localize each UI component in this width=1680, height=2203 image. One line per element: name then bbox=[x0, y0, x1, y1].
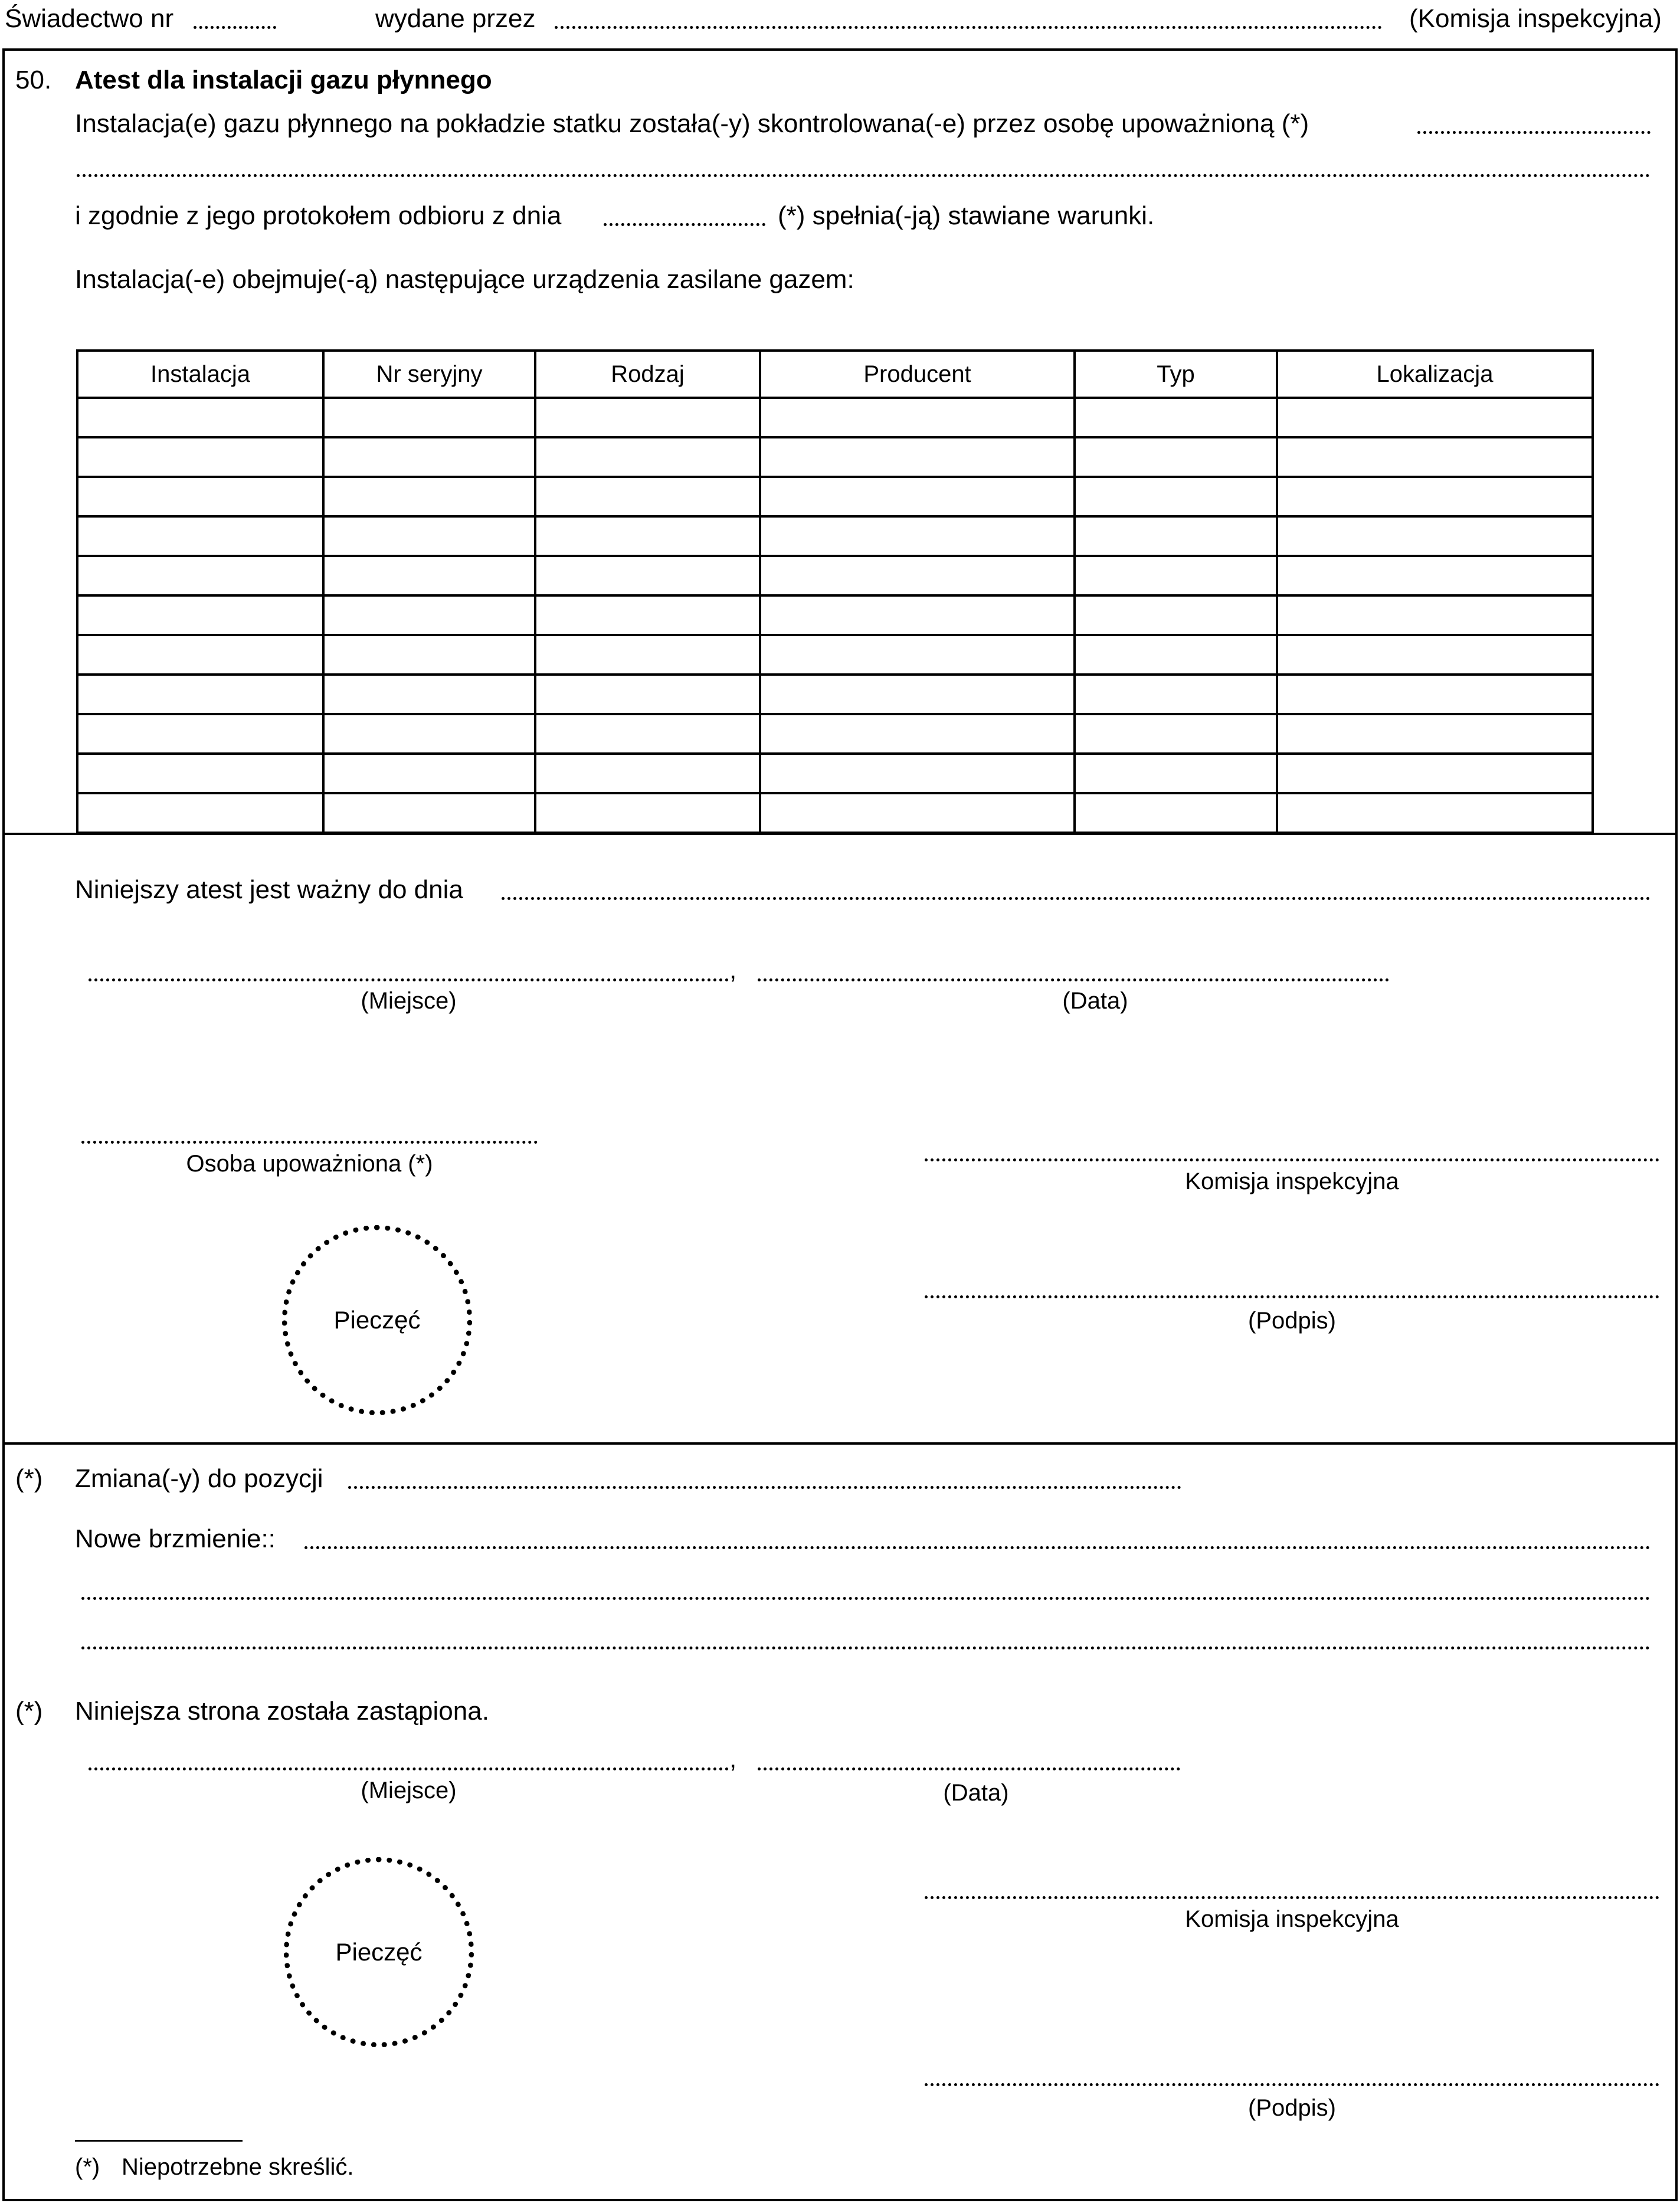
authorized-person-field-continued[interactable] bbox=[77, 174, 1650, 177]
table-cell[interactable] bbox=[535, 477, 760, 516]
section-divider-2 bbox=[2, 1442, 1678, 1445]
replacement-place-field[interactable] bbox=[89, 1767, 729, 1770]
table-cell[interactable] bbox=[1075, 516, 1277, 556]
replacement-place-caption: (Miejsce) bbox=[361, 1778, 457, 1803]
valid-until-field[interactable] bbox=[502, 897, 1650, 900]
table-cell[interactable] bbox=[535, 595, 760, 635]
footnote-rule bbox=[75, 2140, 243, 2142]
table-cell[interactable] bbox=[323, 516, 535, 556]
table-cell[interactable] bbox=[1075, 793, 1277, 833]
new-wording-field-1[interactable] bbox=[304, 1546, 1650, 1549]
authorized-person-field[interactable] bbox=[1417, 131, 1650, 134]
table-cell[interactable] bbox=[760, 595, 1075, 635]
column-header-type: Typ bbox=[1075, 351, 1277, 398]
change-position-field[interactable] bbox=[348, 1486, 1181, 1489]
table-cell[interactable] bbox=[77, 398, 323, 437]
table-cell[interactable] bbox=[535, 556, 760, 595]
change-position-label: Zmiana(-y) do pozycji bbox=[75, 1464, 323, 1493]
table-cell[interactable] bbox=[1075, 477, 1277, 516]
table-cell[interactable] bbox=[1277, 754, 1593, 793]
table-cell[interactable] bbox=[760, 477, 1075, 516]
issued-by-label: wydane przez bbox=[375, 4, 536, 33]
replacement-date-field[interactable] bbox=[758, 1767, 1180, 1770]
stamp-label: Pieczęć bbox=[333, 1306, 421, 1334]
authorized-person-signature-field[interactable] bbox=[81, 1141, 538, 1144]
table-cell[interactable] bbox=[760, 556, 1075, 595]
table-cell[interactable] bbox=[535, 675, 760, 714]
commission-field[interactable] bbox=[925, 1158, 1659, 1161]
issued-by-field[interactable] bbox=[555, 26, 1382, 29]
table-cell[interactable] bbox=[1277, 714, 1593, 754]
replacement-comma-separator: , bbox=[729, 1744, 737, 1773]
table-cell[interactable] bbox=[77, 516, 323, 556]
table-cell[interactable] bbox=[1277, 595, 1593, 635]
table-row bbox=[77, 516, 1593, 556]
table-cell[interactable] bbox=[323, 714, 535, 754]
replacement-commission-caption: Komisja inspekcyjna bbox=[1185, 1906, 1399, 1932]
table-cell[interactable] bbox=[1075, 398, 1277, 437]
table-cell[interactable] bbox=[1075, 595, 1277, 635]
replacement-signature-caption: (Podpis) bbox=[1248, 2095, 1336, 2121]
table-row bbox=[77, 793, 1593, 833]
table-cell[interactable] bbox=[323, 675, 535, 714]
protocol-date-label: i zgodnie z jego protokołem odbioru z dnia bbox=[75, 201, 562, 230]
table-cell[interactable] bbox=[760, 714, 1075, 754]
table-cell[interactable] bbox=[535, 754, 760, 793]
replacement-commission-field[interactable] bbox=[925, 1896, 1659, 1899]
date-caption: (Data) bbox=[1062, 988, 1128, 1014]
footnote-marker: (*) bbox=[75, 2154, 100, 2180]
table-cell[interactable] bbox=[1277, 635, 1593, 675]
table-cell[interactable] bbox=[323, 754, 535, 793]
place-caption: (Miejsce) bbox=[361, 988, 457, 1014]
new-wording-label: Nowe brzmienie:: bbox=[75, 1524, 276, 1553]
conditions-statement: (*) spełnia(-ją) stawiane warunki. bbox=[778, 201, 1155, 230]
table-row bbox=[77, 675, 1593, 714]
table-header-row bbox=[77, 351, 1593, 398]
signature-field[interactable] bbox=[925, 1295, 1659, 1298]
table-cell[interactable] bbox=[1277, 516, 1593, 556]
section-title: Atest dla instalacji gazu płynnego bbox=[75, 66, 492, 94]
table-row bbox=[77, 714, 1593, 754]
table-cell[interactable] bbox=[760, 437, 1075, 477]
valid-until-label: Niniejszy atest jest ważny do dnia bbox=[75, 875, 463, 904]
table-cell[interactable] bbox=[77, 714, 323, 754]
table-cell[interactable] bbox=[1075, 675, 1277, 714]
stamp-circle bbox=[282, 1225, 472, 1415]
table-cell[interactable] bbox=[323, 595, 535, 635]
table-cell[interactable] bbox=[77, 675, 323, 714]
replacement-signature-field[interactable] bbox=[925, 2083, 1659, 2086]
table-cell[interactable] bbox=[1277, 477, 1593, 516]
new-wording-field-3[interactable] bbox=[81, 1646, 1650, 1649]
table-cell[interactable] bbox=[323, 793, 535, 833]
devices-intro: Instalacja(-e) obejmuje(-ą) następujące urządzenia zasilane gazem: bbox=[75, 265, 854, 294]
table-cell[interactable] bbox=[77, 477, 323, 516]
replaced-marker: (*) bbox=[15, 1697, 43, 1726]
comma-separator: , bbox=[729, 955, 737, 984]
date-field[interactable] bbox=[758, 978, 1389, 981]
table-cell[interactable] bbox=[760, 635, 1075, 675]
devices-table bbox=[76, 349, 1594, 834]
table-cell[interactable] bbox=[535, 635, 760, 675]
inspection-statement: Instalacja(e) gazu płynnego na pokładzie statku została(-y) skontrolowana(-e) przez osobę upoważnioną (*) bbox=[75, 109, 1309, 138]
table-cell[interactable] bbox=[535, 398, 760, 437]
change-marker: (*) bbox=[15, 1464, 43, 1493]
replacement-date-caption: (Data) bbox=[943, 1780, 1009, 1806]
table-cell[interactable] bbox=[323, 477, 535, 516]
commission-caption: Komisja inspekcyjna bbox=[1185, 1168, 1399, 1194]
table-cell[interactable] bbox=[323, 556, 535, 595]
table-cell[interactable] bbox=[77, 556, 323, 595]
table-cell[interactable] bbox=[1277, 556, 1593, 595]
table-row bbox=[77, 398, 1593, 437]
table-cell[interactable] bbox=[1277, 793, 1593, 833]
table-cell[interactable] bbox=[535, 516, 760, 556]
table-cell[interactable] bbox=[1075, 556, 1277, 595]
column-header-serial-number: Nr seryjny bbox=[323, 351, 535, 398]
table-cell[interactable] bbox=[77, 595, 323, 635]
table-cell[interactable] bbox=[323, 437, 535, 477]
table-cell[interactable] bbox=[1075, 754, 1277, 793]
table-row bbox=[77, 595, 1593, 635]
certificate-number-field[interactable] bbox=[194, 26, 276, 29]
table-cell[interactable] bbox=[760, 398, 1075, 437]
place-field[interactable] bbox=[89, 978, 729, 981]
table-cell[interactable] bbox=[1277, 437, 1593, 477]
table-cell[interactable] bbox=[535, 714, 760, 754]
table-cell[interactable] bbox=[760, 516, 1075, 556]
table-row bbox=[77, 477, 1593, 516]
commission-header-label: (Komisja inspekcyjna) bbox=[1409, 4, 1662, 33]
protocol-date-field[interactable] bbox=[604, 223, 765, 226]
certificate-number-label: Świadectwo nr bbox=[5, 4, 174, 33]
table-cell[interactable] bbox=[1277, 675, 1593, 714]
table-cell[interactable] bbox=[760, 675, 1075, 714]
column-header-installation: Instalacja bbox=[77, 351, 323, 398]
table-cell[interactable] bbox=[760, 793, 1075, 833]
table-cell[interactable] bbox=[760, 754, 1075, 793]
column-header-kind: Rodzaj bbox=[535, 351, 760, 398]
table-cell[interactable] bbox=[77, 635, 323, 675]
table-cell[interactable] bbox=[323, 635, 535, 675]
footnote-text: Niepotrzebne skreślić. bbox=[122, 2154, 354, 2180]
table-row bbox=[77, 635, 1593, 675]
table-cell[interactable] bbox=[1075, 635, 1277, 675]
table-row bbox=[77, 754, 1593, 793]
replacement-stamp-label: Pieczęć bbox=[335, 1938, 423, 1966]
table-cell[interactable] bbox=[535, 793, 760, 833]
table-cell[interactable] bbox=[535, 437, 760, 477]
replaced-statement: Niniejsza strona została zastąpiona. bbox=[75, 1697, 489, 1726]
signature-caption: (Podpis) bbox=[1248, 1308, 1336, 1334]
column-header-location: Lokalizacja bbox=[1277, 351, 1593, 398]
table-cell[interactable] bbox=[77, 793, 323, 833]
table-cell[interactable] bbox=[323, 398, 535, 437]
table-row bbox=[77, 437, 1593, 477]
table-row bbox=[77, 556, 1593, 595]
table-cell[interactable] bbox=[1075, 437, 1277, 477]
new-wording-field-2[interactable] bbox=[81, 1597, 1650, 1600]
authorized-person-caption: Osoba upoważniona (*) bbox=[186, 1151, 433, 1177]
column-header-manufacturer: Producent bbox=[760, 351, 1075, 398]
table-cell[interactable] bbox=[77, 754, 323, 793]
table-cell[interactable] bbox=[1277, 398, 1593, 437]
table-cell[interactable] bbox=[77, 437, 323, 477]
section-number: 50. bbox=[15, 66, 52, 94]
table-cell[interactable] bbox=[1075, 714, 1277, 754]
replacement-stamp-circle bbox=[284, 1857, 474, 2047]
